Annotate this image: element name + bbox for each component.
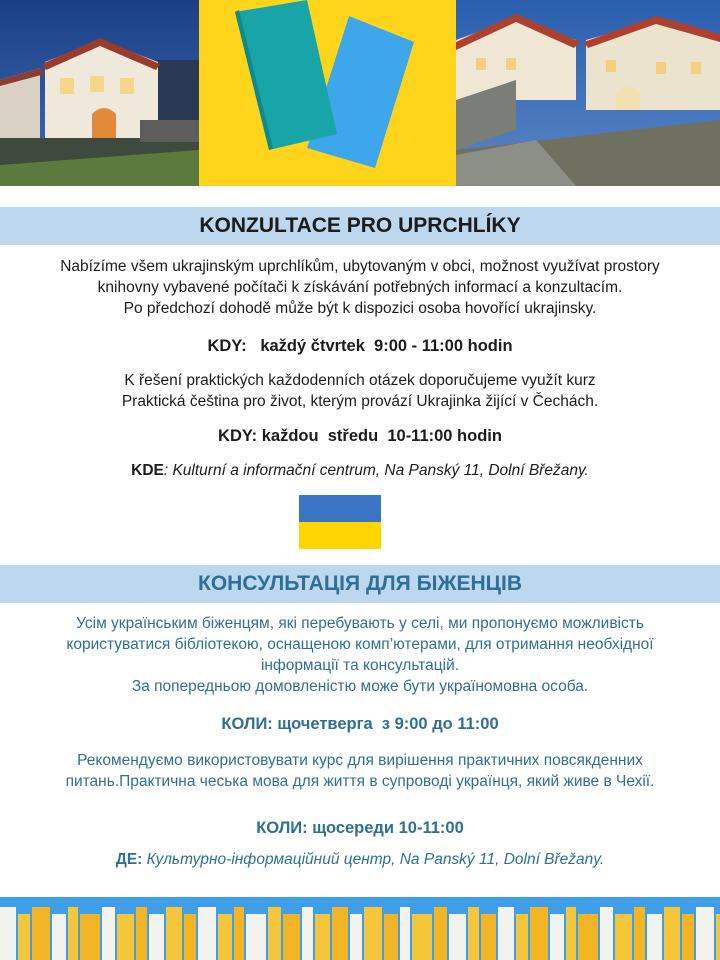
ukrainian-intro-line: Усім українським біженцям, які перебувають у селі, ми пропонуємо можливість: [76, 615, 644, 632]
book-spine: [52, 914, 66, 960]
kdy-label: KDY:: [207, 337, 247, 355]
czech-intro-line: Po předchozí dohodě může být k dispozici osoba hovořící ukrajinsky.: [123, 300, 597, 317]
de-label: ДЕ:: [115, 851, 143, 868]
book-spine: [664, 907, 680, 960]
czech-intro: [0, 256, 720, 319]
books-on-yellow-photo: [199, 0, 456, 186]
book-spine: [566, 907, 576, 960]
book-spine: [302, 907, 313, 960]
czech-course: [0, 370, 720, 412]
book-spine: [80, 914, 100, 960]
ukrainian-course-line: питань.Практична чеська мова для життя в супроводі українця, який живе в Чехії.: [65, 773, 655, 790]
ukrainian-intro-line: інформації та консультацій.: [260, 657, 460, 674]
book-spine: [268, 907, 281, 960]
book-spine: [32, 907, 50, 960]
book-spine: [117, 914, 134, 960]
czech-course-line: K řešení praktických každodenních otázek doporučujeme využít kurz: [124, 372, 596, 389]
book-spine: [102, 907, 115, 960]
book-spine: [315, 914, 330, 960]
book-spine: [332, 907, 348, 960]
book-spine: [647, 914, 662, 960]
book-spine: [578, 914, 598, 960]
czech-course-line: Praktická čeština pro život, kterým provází Ukrajinka žijící v Čechách.: [121, 393, 599, 410]
book-spine: [234, 907, 244, 960]
book-spine: [468, 907, 479, 960]
book-spine: [218, 914, 232, 960]
book-spine: [434, 907, 447, 960]
building-courtyard-photo: [456, 0, 720, 186]
koly-value: щочетверга з 9:00 до 11:00: [277, 715, 499, 733]
book-spine: [530, 907, 548, 960]
koly-label: КОЛИ:: [256, 819, 308, 837]
book-spine: [246, 914, 266, 960]
book-spine: [615, 914, 632, 960]
ukrainian-koly-thursday: [0, 714, 720, 735]
czech-intro-line: knihovny vybavené počítači k získávání potřebných informací a konzultacím.: [97, 279, 623, 296]
book-spine: [449, 914, 466, 960]
ukrainian-title-banner: [0, 565, 720, 603]
ukrainian-de: [0, 849, 720, 870]
ukrainian-title: КОНСУЛЬТАЦІЯ ДЛЯ БІЖЕНЦІВ: [198, 572, 522, 595]
book-spine: [283, 914, 300, 960]
book-spine: [400, 907, 410, 960]
building-night-photo: [0, 0, 199, 186]
kdy-label: KDY:: [218, 427, 258, 445]
book-spine: [696, 907, 714, 960]
book-spine: [350, 914, 362, 960]
de-value: Культурно-інформаційний центр, Na Panský 11, Dolní Břežany.: [146, 851, 605, 868]
book-spine: [550, 914, 564, 960]
czech-kdy-thursday: [0, 336, 720, 357]
kde-label: KDE: [131, 462, 164, 479]
book-spine: [600, 907, 613, 960]
kdy-value: každou středu 10-11:00 hodin: [261, 427, 502, 445]
book-spine: [412, 914, 432, 960]
kde-value: : Kulturní a informační centrum, Na Panský 11, Dolní Břežany.: [163, 462, 589, 479]
koly-value: щосереди 10-11:00: [312, 819, 464, 837]
book-spine: [18, 914, 30, 960]
book-spine: [198, 907, 216, 960]
book-spine: [0, 907, 16, 960]
book-spine: [516, 914, 528, 960]
book-spine: [384, 914, 398, 960]
book-spine: [149, 914, 164, 960]
book-spine: [136, 907, 147, 960]
book-spine: [634, 907, 645, 960]
czech-title-banner: [0, 207, 720, 245]
ukrainian-koly-wednesday: [0, 818, 720, 839]
ukrainian-intro-line: користуватися бібліотекою, оснащеною комп’ютерами, для отримання необхідної: [66, 636, 654, 653]
book-spine: [481, 914, 496, 960]
czech-title: KONZULTACE PRO UPRCHLÍKY: [199, 214, 521, 237]
book-spine: [184, 914, 196, 960]
ukrainian-course: [0, 750, 720, 792]
kdy-value: každý čtvrtek 9:00 - 11:00 hodin: [260, 337, 513, 355]
ukrainian-intro: [0, 613, 720, 697]
czech-intro-line: Nabízíme všem ukrajinským uprchlíkům, ubytovaným v obci, možnost využívat prostory: [60, 258, 660, 275]
book-spine: [498, 907, 514, 960]
koly-label: КОЛИ:: [221, 715, 273, 733]
book-spine: [68, 907, 78, 960]
ukraine-flag: [299, 495, 381, 549]
bookshelf-strip-photo: [0, 897, 720, 960]
book-spine: [166, 907, 182, 960]
czech-kdy-wednesday: [0, 426, 720, 447]
czech-kde: [0, 460, 720, 481]
book-spine: [364, 907, 382, 960]
book-spine: [682, 914, 694, 960]
book-spine: [716, 914, 720, 960]
ukrainian-course-line: Рекомендуємо використовувати курс для вирішення практичних повсякденних: [77, 752, 643, 769]
ukrainian-intro-line: За попередньою домовленістю може бути україномовна особа.: [131, 678, 589, 695]
